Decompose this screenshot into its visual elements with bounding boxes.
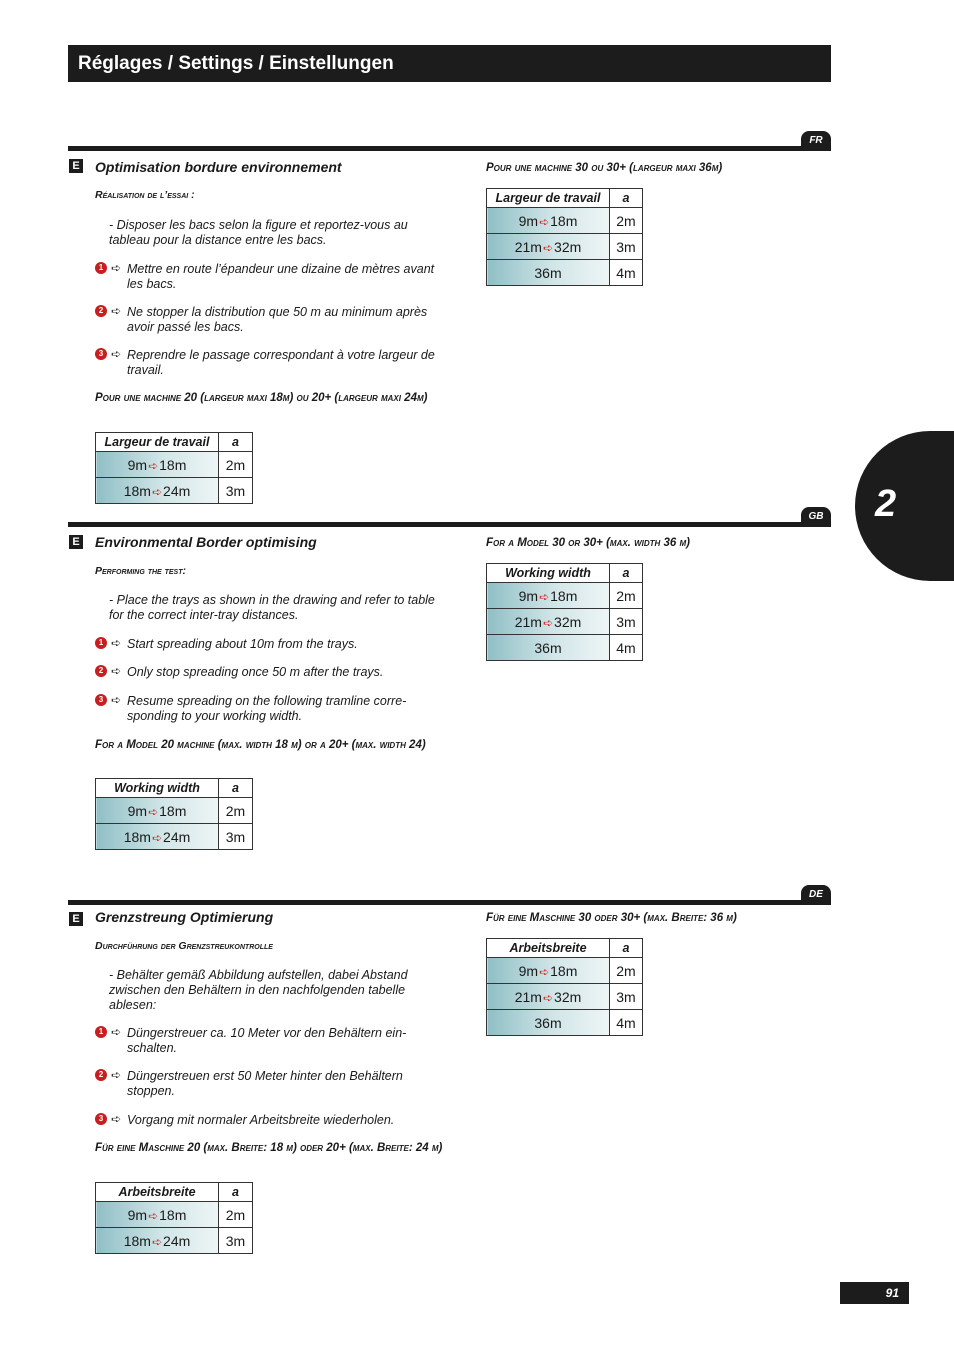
a-cell: 2m	[610, 583, 643, 609]
col-header-width: Largeur de travail	[487, 189, 610, 208]
step-text: Vorgang mit normaler Arbeitsbreite wiederholen.	[127, 1113, 395, 1127]
a-cell: 3m	[610, 234, 643, 260]
step-number-badge: 3	[95, 348, 107, 360]
section-rule	[68, 900, 831, 905]
width-cell: 18m➪24m	[96, 824, 219, 850]
step-number-badge: 1	[95, 1026, 107, 1038]
table-row	[487, 234, 643, 260]
width-table-30	[486, 563, 643, 661]
arrow-icon: ➪	[539, 589, 550, 604]
table-20-heading: Für eine Maschine 20 (max. Breite: 18 m) oder 20+ (max. Breite: 24 m)	[95, 1142, 443, 1154]
chapter-tab	[855, 431, 954, 581]
table-30-heading: For a Model 30 or 30+ (max. width 36 m)	[486, 537, 690, 549]
table-row	[96, 798, 253, 824]
arrow-icon: ➪	[111, 664, 122, 678]
a-cell: 2m	[610, 958, 643, 984]
arrow-icon: ➪	[539, 214, 550, 229]
table-row	[487, 609, 643, 635]
arrow-icon: ➪	[148, 458, 159, 473]
section-title: Environmental Border optimising	[95, 534, 317, 550]
step-text: Only stop spreading once 50 m after the trays.	[127, 665, 384, 679]
col-header-width: Arbeitsbreite	[96, 1183, 219, 1202]
a-cell: 2m	[219, 452, 253, 478]
width-cell: 36m	[487, 1010, 610, 1036]
width-cell: 36m	[487, 260, 610, 286]
lang-tab-fr: FR	[801, 131, 831, 150]
table-row	[96, 824, 253, 850]
table-30-heading: Pour une machine 30 ou 30+ (largeur maxi 36m)	[486, 162, 723, 174]
arrow-icon: ➪	[148, 804, 159, 819]
arrow-icon: ➪	[111, 1068, 122, 1082]
col-header-width: Working width	[96, 779, 219, 798]
width-cell: 9m➪18m	[96, 798, 219, 824]
section-intro: - Place the trays as shown in the drawing and refer to table for the correct inter-tray distances.	[109, 593, 435, 622]
col-header-a: a	[610, 564, 643, 583]
step-text: Düngerstreuen erst 50 Meter hinter den Behältern stoppen.	[127, 1069, 403, 1098]
arrow-icon: ➪	[111, 261, 122, 275]
section-rule	[68, 522, 831, 527]
width-cell: 36m	[487, 635, 610, 661]
width-table-20	[95, 432, 253, 504]
table-row	[96, 478, 253, 504]
arrow-icon: ➪	[111, 693, 122, 707]
page-title: Réglages / Settings / Einstellungen	[78, 53, 394, 74]
step-text: Mettre en route l’épandeur une dizaine de mètres avant les bacs.	[127, 262, 435, 291]
width-cell: 18m➪24m	[96, 478, 219, 504]
a-cell: 2m	[219, 798, 253, 824]
arrow-icon: ➪	[111, 1025, 122, 1039]
table-row	[487, 1010, 643, 1036]
col-header-a: a	[610, 189, 643, 208]
col-header-width: Working width	[487, 564, 610, 583]
width-table-20	[95, 1182, 253, 1254]
width-cell: 9m➪18m	[487, 958, 610, 984]
lang-tab-gb: GB	[801, 507, 831, 526]
col-header-width: Largeur de travail	[96, 433, 219, 452]
width-table-20	[95, 778, 253, 850]
section-rule	[68, 146, 831, 151]
width-cell: 18m➪24m	[96, 1228, 219, 1254]
table-20-heading: For a Model 20 machine (max. width 18 m) or a 20+ (max. width 24)	[95, 739, 426, 751]
width-cell: 9m➪18m	[487, 583, 610, 609]
table-30-heading: Für eine Maschine 30 oder 30+ (max. Breite: 36 m)	[486, 912, 737, 924]
page-number: 91	[840, 1282, 909, 1304]
a-cell: 4m	[610, 1010, 643, 1036]
section-intro: - Disposer les bacs selon la figure et reportez-vous au tableau pour la distance entre les bacs.	[109, 218, 408, 247]
width-cell: 21m➪32m	[487, 234, 610, 260]
arrow-icon: ➪	[151, 484, 163, 499]
section-marker: E	[69, 159, 83, 173]
section-subhead: Performing the test:	[95, 565, 186, 577]
arrow-icon: ➪	[148, 1208, 159, 1223]
lang-tab-de: DE	[801, 885, 831, 904]
section-subhead: Réalisation de l’essai :	[95, 189, 195, 201]
width-cell: 9m➪18m	[487, 208, 610, 234]
table-row	[487, 583, 643, 609]
step-text: Düngerstreuer ca. 10 Meter vor den Behältern ein-schalten.	[127, 1026, 407, 1055]
table-row	[487, 635, 643, 661]
arrow-icon: ➪	[539, 964, 550, 979]
section-title: Optimisation bordure environnement	[95, 159, 342, 175]
a-cell: 3m	[219, 1228, 253, 1254]
table-20-heading: Pour une machine 20 (largeur maxi 18m) ou 20+ (largeur maxi 24m)	[95, 392, 428, 404]
col-header-a: a	[219, 433, 253, 452]
width-cell: 9m➪18m	[96, 452, 219, 478]
step-number-badge: 3	[95, 694, 107, 706]
section-marker: E	[69, 535, 83, 549]
width-cell: 21m➪32m	[487, 984, 610, 1010]
col-header-width: Arbeitsbreite	[487, 939, 610, 958]
step-number-badge: 3	[95, 1113, 107, 1125]
table-row	[487, 208, 643, 234]
a-cell: 3m	[219, 478, 253, 504]
a-cell: 3m	[610, 609, 643, 635]
section-title: Grenzstreung Optimierung	[95, 909, 274, 925]
section-marker: E	[69, 912, 83, 926]
width-table-30	[486, 188, 643, 286]
a-cell: 4m	[610, 635, 643, 661]
arrow-icon: ➪	[111, 347, 122, 361]
table-row	[487, 958, 643, 984]
arrow-icon: ➪	[111, 636, 122, 650]
width-table-30	[486, 938, 643, 1036]
step-text: Reprendre le passage correspondant à votre largeur de travail.	[127, 348, 435, 377]
table-row	[487, 260, 643, 286]
table-row	[96, 452, 253, 478]
table-row	[96, 1202, 253, 1228]
chapter-number: 2	[875, 483, 897, 525]
section-intro: - Behälter gemäß Abbildung aufstellen, dabei Abstand zwischen den Behältern in den nachfolgenden tabelle ablesen:	[109, 968, 408, 1012]
arrow-icon: ➪	[111, 304, 122, 318]
step-number-badge: 2	[95, 1069, 107, 1081]
col-header-a: a	[610, 939, 643, 958]
table-row	[487, 984, 643, 1010]
arrow-icon: ➪	[542, 615, 554, 630]
col-header-a: a	[219, 779, 253, 798]
arrow-icon: ➪	[151, 1234, 163, 1249]
step-text: Ne stopper la distribution que 50 m au minimum après avoir passé les bacs.	[127, 305, 428, 334]
a-cell: 4m	[610, 260, 643, 286]
a-cell: 3m	[610, 984, 643, 1010]
step-text: Start spreading about 10m from the trays.	[127, 637, 358, 651]
a-cell: 3m	[219, 824, 253, 850]
width-cell: 9m➪18m	[96, 1202, 219, 1228]
a-cell: 2m	[610, 208, 643, 234]
step-number-badge: 2	[95, 305, 107, 317]
step-number-badge: 1	[95, 262, 107, 274]
table-row	[96, 1228, 253, 1254]
arrow-icon: ➪	[151, 830, 163, 845]
col-header-a: a	[219, 1183, 253, 1202]
section-subhead: Durchführung der Grenzstreukontrolle	[95, 940, 273, 952]
page-header	[68, 45, 831, 82]
arrow-icon: ➪	[542, 990, 554, 1005]
step-text: Resume spreading on the following tramline corre-sponding to your working width.	[127, 694, 407, 723]
step-number-badge: 1	[95, 637, 107, 649]
arrow-icon: ➪	[111, 1112, 122, 1126]
a-cell: 2m	[219, 1202, 253, 1228]
width-cell: 21m➪32m	[487, 609, 610, 635]
arrow-icon: ➪	[542, 240, 554, 255]
step-number-badge: 2	[95, 665, 107, 677]
